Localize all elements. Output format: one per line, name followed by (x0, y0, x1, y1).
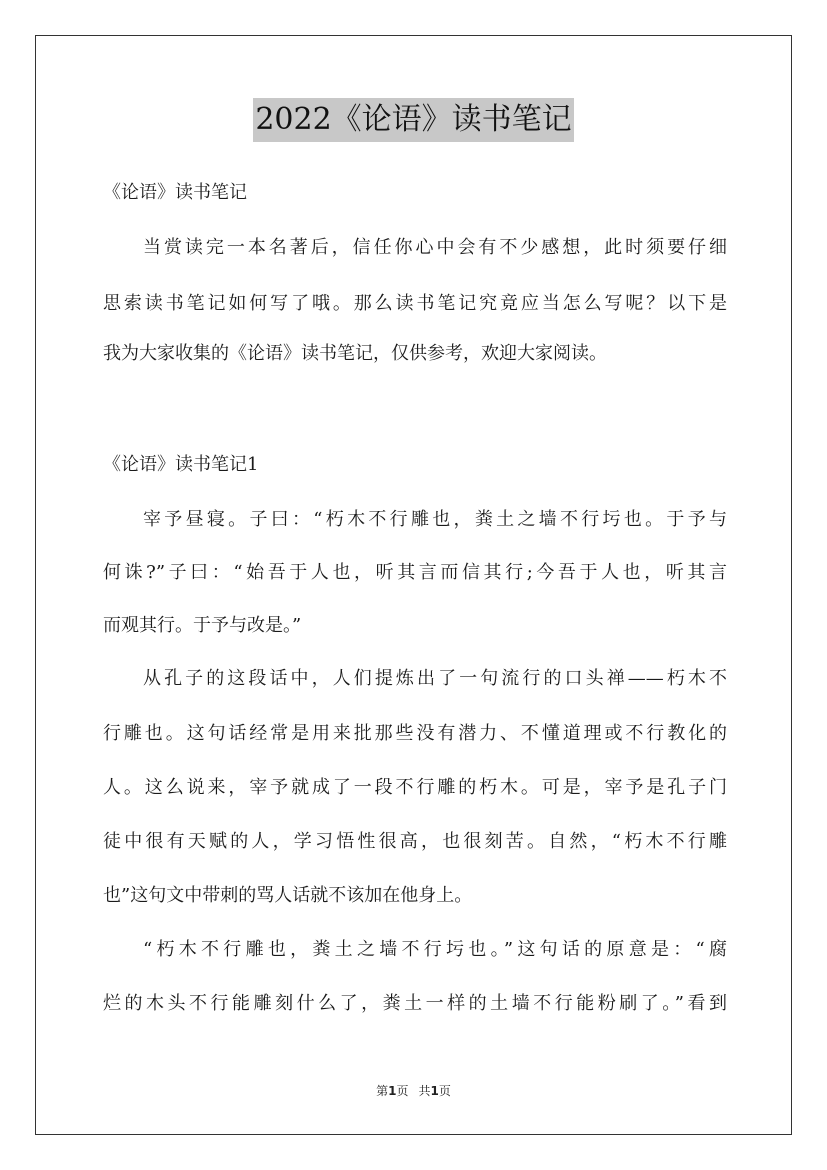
body-line-7: 徒中很有天赋的人，学习悟性很高，也很刻苦。自然，“朽木不行雕 (103, 831, 727, 852)
page-number: 1 (388, 1084, 397, 1098)
body-line-4: 从孔子的这段话中，人们提炼出了一句流行的口头禅——朽木不 (143, 668, 727, 689)
page-label-suffix: 页 (396, 1084, 409, 1098)
body-line-3: 而观其行。于予与改是。” (103, 615, 302, 636)
intro-line-2: 思索读书笔记如何写了哦。那么读书笔记究竟应当怎么写呢？以下是 (103, 293, 727, 314)
body-line-9: “朽木不行雕也，粪土之墙不行圬也。”这句话的原意是：“腐 (143, 939, 727, 960)
body-line-2: 何诛?”子曰：“始吾于人也，听其言而信其行;今吾于人也，听其言 (103, 562, 727, 583)
title-container (0, 98, 827, 142)
section-heading: 《论语》读书笔记1 (103, 454, 259, 475)
total-pages: 1 (430, 1084, 439, 1098)
total-label-suffix: 页 (438, 1084, 451, 1098)
document-title: 2022《论语》读书笔记 (253, 98, 573, 142)
total-label-prefix: 共 (418, 1084, 431, 1098)
intro-line-3: 我为大家收集的《论语》读书笔记，仅供参考，欢迎大家阅读。 (103, 343, 607, 364)
page-label-prefix: 第 (376, 1084, 389, 1098)
subheading: 《论语》读书笔记 (103, 182, 247, 203)
body-line-1: 宰予昼寝。子曰：“朽木不行雕也，粪土之墙不行圬也。于予与 (143, 509, 727, 530)
body-line-8: 也”这句文中带刺的骂人话就不该加在他身上。 (103, 885, 473, 906)
body-line-6: 人。这么说来，宰予就成了一段不行雕的朽木。可是，宰予是孔子门 (103, 777, 727, 798)
body-line-10: 烂的木头不行能雕刻什么了，粪土一样的土墙不行能粉刷了。”看到 (103, 993, 727, 1014)
body-line-5: 行雕也。这句话经常是用来批那些没有潜力、不懂道理或不行教化的 (103, 723, 727, 744)
page-footer (0, 1083, 827, 1099)
intro-line-1: 当赏读完一本名著后，信任你心中会有不少感想，此时须要仔细 (143, 237, 727, 258)
